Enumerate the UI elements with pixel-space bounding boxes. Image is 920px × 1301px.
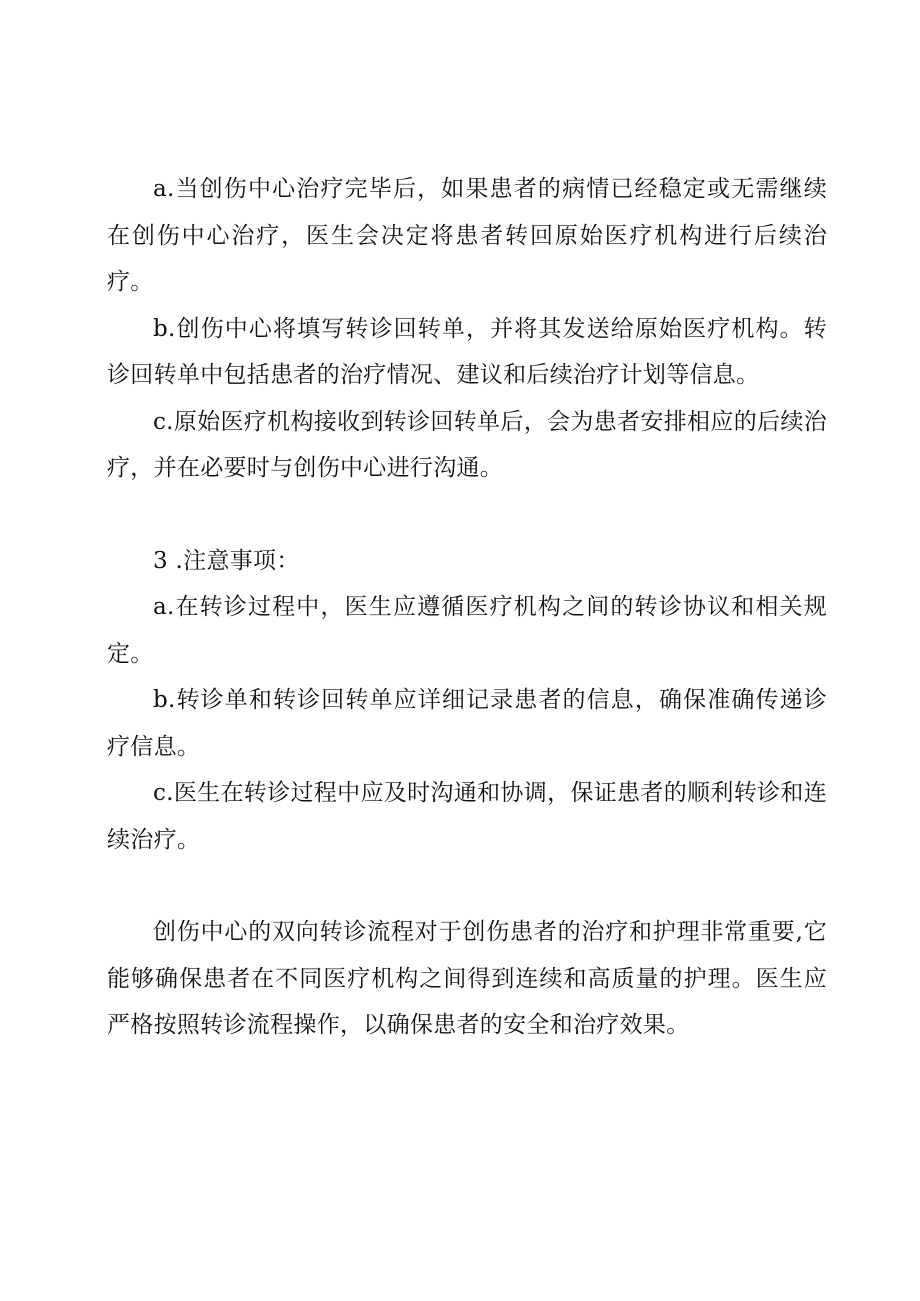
document-body [107,166,827,1049]
paragraph-conclusion: 创伤中心的双向转诊流程对于创伤患者的治疗和护理非常重要,它能够确保患者在不同医疗机构之间得到连续和高质量的护理。医生应严格按照转诊流程操作，以确保患者的安全和治疗效果。 [107,919,827,1038]
paragraph-notes-b: b.转诊单和转诊回转单应详细记录患者的信息，确保准确传递诊疗信息。 [107,687,827,760]
paragraph-return-b: b.创伤中心将填写转诊回转单，并将其发送给原始医疗机构。转诊回转单中包括患者的治疗情况、建议和后续治疗计划等信息。 [107,315,827,388]
paragraph-notes-a: a.在转诊过程中，医生应遵循医疗机构之间的转诊协议和相关规定。 [107,594,827,667]
paragraph-notes-c: c.医生在转诊过程中应及时沟通和协调，保证患者的顺利转诊和连续治疗。 [107,780,827,853]
paragraph-return-a: a.当创伤中心治疗完毕后，如果患者的病情已经稳定或无需继续在创伤中心治疗，医生会决定将患者转回原始医疗机构进行后续治疗。 [107,176,827,295]
paragraph-return-c: c.原始医疗机构接收到转诊回转单后，会为患者安排相应的后续治疗，并在必要时与创伤中心进行沟通。 [107,408,827,481]
section-heading-notes: 3 .注意事项： [153,547,300,574]
